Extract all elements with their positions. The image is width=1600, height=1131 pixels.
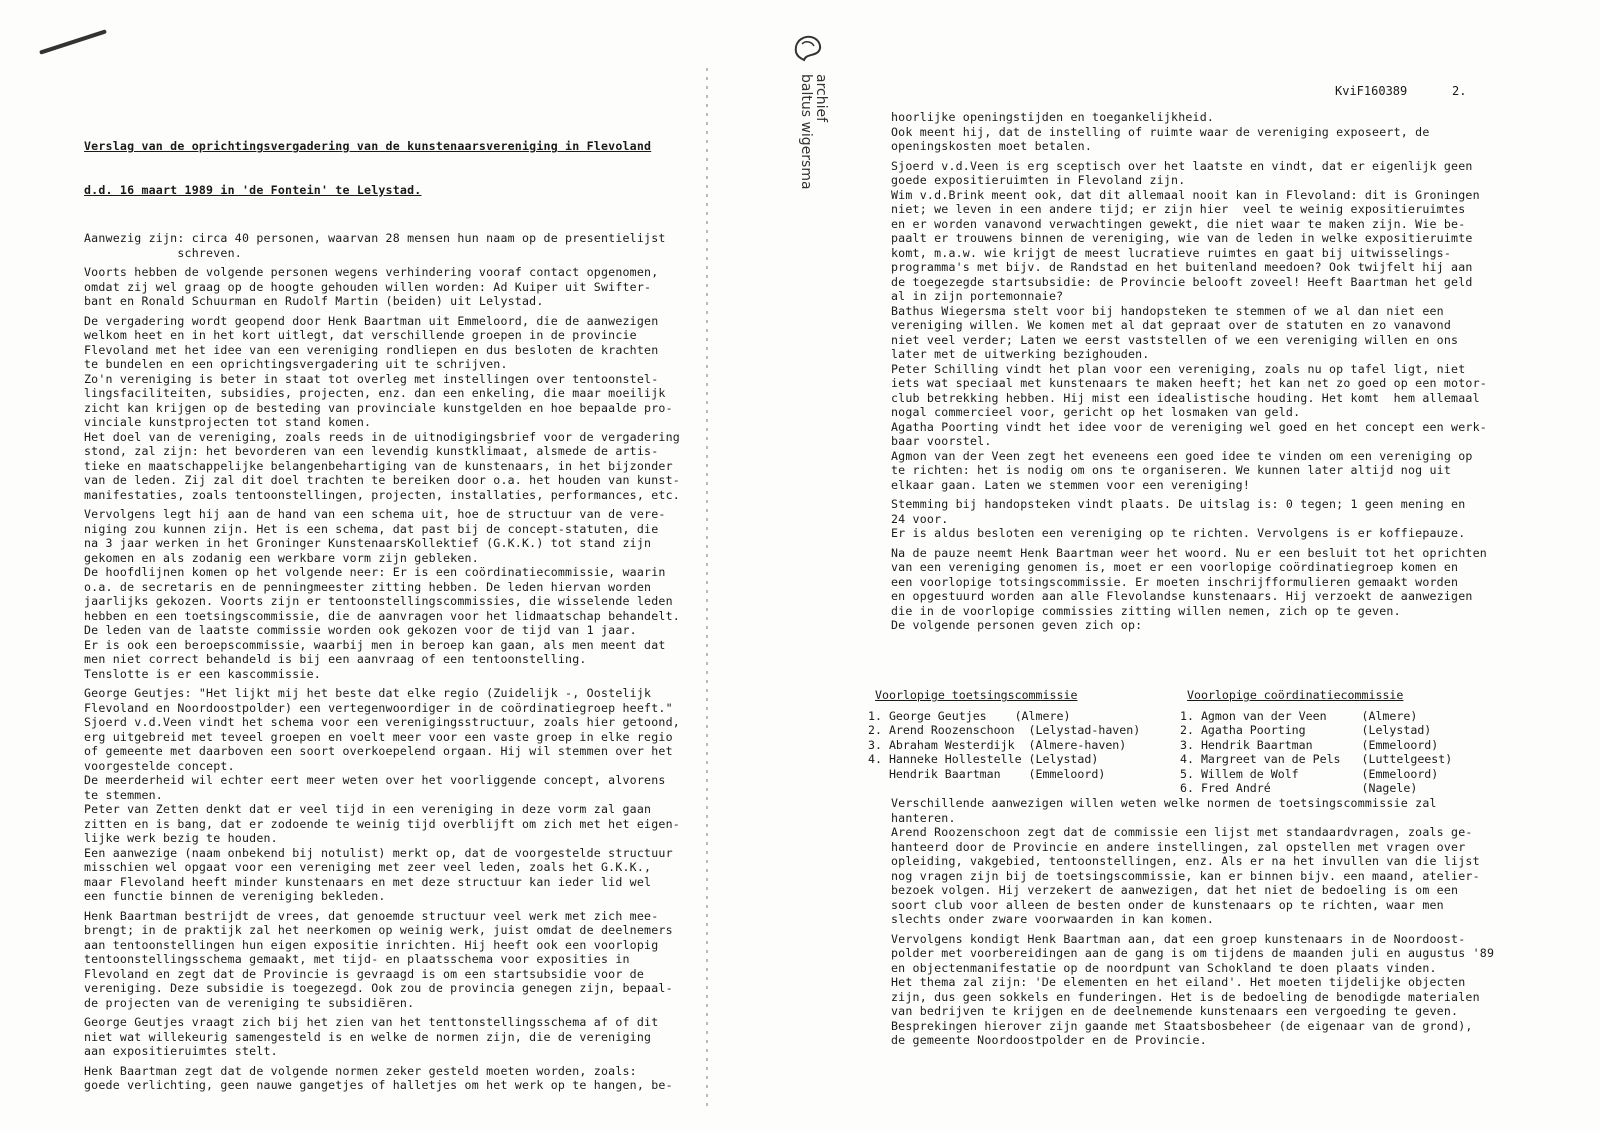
document-title	[84, 110, 684, 226]
text-line: Arend Roozenschoon zegt dat de commissie een lijst met standaardvragen, zoals ge-	[891, 825, 1473, 839]
text-line: niet wat willekeurig samengesteld is en welke de normen zijn, die de vereniging	[84, 1029, 652, 1044]
text-line: de gemeente Noordoostpolder en de Provincie.	[891, 1033, 1207, 1047]
text-line: Stemming bij handopsteken vindt plaats. De uitslag is: 0 tegen; 1 geen mening en	[891, 497, 1466, 511]
text-line: lingsfaciliteiten, subsidies, projecten, enz. dan een enkeling, die maar moeilijk	[84, 386, 666, 400]
right-body-after-table	[891, 796, 1495, 1053]
text-line: voorgestelde concept.	[84, 758, 235, 773]
text-line: baar voorstel.	[891, 434, 992, 448]
paragraph	[84, 686, 684, 904]
text-line: George Geutjes: "Het lijkt mij het beste dat elke regio (Zuidelijk -, Oostelijk	[84, 686, 652, 700]
text-line: manifestaties, zoals tentoonstellingen, projecten, installaties, performances, etc.	[84, 487, 680, 502]
text-line: bant en Ronald Schuurman en Rudolf Martin (beiden) uit Lelystad.	[84, 294, 544, 308]
text-line: en objectenmanifestatie op de noordpunt van Schokland te doen plaats vinden.	[891, 960, 1437, 975]
text-line: slechts onder zware voorwaarden in kan komen.	[891, 912, 1215, 926]
text-line: tentoonstellingsschema gemaakt, met tijd- en plaatsschema voor exposities in	[84, 952, 630, 966]
text-line: Na de pauze neemt Henk Baartman weer het woord. Nu er een besluit tot het oprichten	[891, 545, 1487, 560]
paragraph	[84, 265, 684, 309]
text-line: na 3 jaar werken in het Groninger KunstenaarsKollektief (G.K.K.) tot stand zijn	[84, 536, 652, 550]
text-line: nog vragen zijn bij de toetsingscommissie, kan er binnen bijv. een maand, atelier-	[891, 868, 1480, 883]
committee-member: 4. Hanneke Hollestelle (Lelystad)	[868, 752, 1099, 766]
text-line: Een aanwezige (naam onbekend bij notulist) merkt op, dat de voorgestelde structuur	[84, 845, 673, 860]
committee-member: 3. Abraham Westerdijk (Almere-haven)	[868, 737, 1127, 752]
text-line: aan tentoonstellingen hun eigen expositie inrichten. Hij heeft ook een voorlopig	[84, 937, 659, 952]
archive-logo	[790, 30, 826, 66]
archive-stamp	[798, 74, 828, 190]
text-line: De leden van de laatste commissie worden ook gekozen voor de tijd van 1 jaar.	[84, 623, 637, 637]
text-line: van bedrijven te krijgen en de deelnemende kunstenaars een vergoeding te geven.	[891, 1004, 1459, 1018]
text-line: niging zou kunnen zijn. Het is een schema, dat past bij de concept-statuten, die	[84, 521, 659, 536]
text-line: hanteerd door de Provincie en andere instellingen, zal opstellen met vragen over	[891, 839, 1466, 854]
committee-member: 3. Hendrik Baartman (Emmeloord)	[1180, 737, 1439, 752]
text-line: polder met voorbereidingen aan de gang is om tijdens de maanden juli en augustus '89	[891, 946, 1495, 960]
paragraph	[84, 1064, 684, 1093]
text-line: maar Flevoland heeft minder kunstenaars en met deze structuur kan ieder lid wel	[84, 874, 652, 889]
text-line: elkaar gaan. Laten we stemmen voor een vereniging!	[891, 477, 1251, 492]
text-line: tieke en maatschappelijke belangenbehartiging van de kunstenaars, in het bijzonder	[84, 458, 673, 473]
page-fold-line	[706, 68, 708, 1108]
text-line: erg uitgebreid met teveel groepen en voelt meer voor een vaste groep in elke regio	[84, 729, 673, 744]
text-line: aan expositieruimtes stelt.	[84, 1044, 278, 1058]
text-line: Peter Schilling vindt het plan voor een vereniging, zoals nu op tafel ligt, niet	[891, 361, 1466, 376]
toetsingscommissie-list	[868, 688, 1140, 781]
text-line: 24 voor.	[891, 511, 949, 526]
text-line: Peter van Zetten denkt dat er veel tijd in een vereniging in deze vorm zal gaan	[84, 802, 652, 816]
text-line: hebben en een toetsingscommissie, die de aanvragen voor het lidmaatschap behandelt.	[84, 608, 680, 623]
reference-code: KviF160389	[1335, 84, 1408, 98]
text-line: vereniging willen. We komen met al dat gepraat over de statuten en zo vanavond	[891, 318, 1452, 332]
text-line: jaarlijks gekozen. Voorts zijn er tentoonstellingscommissies, die wisselende leden	[84, 594, 673, 608]
text-line: openingskosten moet betalen.	[891, 139, 1093, 153]
text-line: van de leden. Zij zal dit doel trachten te bereiken door o.a. het houden van kunst-	[84, 473, 680, 487]
paragraph	[84, 1015, 684, 1059]
paragraph	[891, 110, 1491, 154]
committee-member: 6. Fred André (Nagele)	[1180, 781, 1418, 795]
committee-member: 5. Willem de Wolf (Emmeloord)	[1180, 766, 1439, 781]
text-line: Vervolgens legt hij aan de hand van een schema uit, hoe de structuur van de vere-	[84, 507, 666, 521]
paragraph	[891, 546, 1491, 633]
right-body	[891, 110, 1491, 633]
text-line: Henk Baartman zegt dat de volgende normen zeker gesteld moeten worden, zoals:	[84, 1063, 637, 1078]
text-line: Flevoland en zegt dat de Provincie is gevraagd is om een startsubsidie voor de	[84, 966, 645, 981]
text-line: vereniging. Deze subsidie is toegezegd. Ook zou de provincia genegen zijn, bepaal-	[84, 981, 673, 995]
text-line: soort club voor alleen de besten onder de kunstenaars op te richten, waar men	[891, 897, 1444, 912]
text-line: zijn, dus geen sokkels en funderingen. Het is de bedoeling de benodigde materialen	[891, 989, 1480, 1004]
text-line: zitten en is bang, dat er zodoende te weinig tijd overblijft om zich met het eigen-	[84, 816, 680, 831]
paragraph	[891, 159, 1491, 493]
coordinatiecommissie-list	[1180, 688, 1452, 796]
left-body	[84, 231, 684, 1093]
text-line: welkom heet en in het kort uitlegt, dat verschillende groepen in de provincie	[84, 328, 637, 342]
toetsingscommissie-heading: Voorlopige toetsingscommissie	[875, 688, 1078, 702]
pen-mark	[39, 29, 107, 54]
text-line: opleiding, vakgebied, tentoonstellingen, enz. Als er na het invullen van die lijst	[891, 854, 1480, 868]
text-line: Agmon van der Veen zegt het eveneens een goed idee te vinden om een vereniging op	[891, 448, 1473, 463]
coordinatiecommissie-heading: Voorlopige coördinatiecommissie	[1187, 688, 1404, 702]
text-line: men niet correct behandeld is bij een aanvraag of een tentoonstelling.	[84, 652, 587, 666]
text-line: Het thema zal zijn: 'De elementen en het eiland'. Het moeten tijdelijke objecten	[891, 975, 1466, 989]
committee-member: 2. Agatha Poorting (Lelystad)	[1180, 723, 1432, 737]
text-line: Tenslotte is er een kascommissie.	[84, 666, 321, 681]
committee-member: 4. Margreet van de Pels (Luttelgeest)	[1180, 752, 1453, 766]
text-line: De meerderheid wil echter eert meer weten over het voorliggende concept, alvorens	[84, 773, 666, 787]
text-line: bezoek volgen. Hij verzekert de aanwezigen, dat het niet de bedoeling is om een	[891, 883, 1459, 897]
title-line: d.d. 16 maart 1989 in 'de Fontein' te Lelystad.	[84, 182, 422, 197]
text-line: Sjoerd v.d.Veen vindt het schema voor een verenigingsstructuur, zoals hier getoond,	[84, 715, 680, 729]
committee-member: Hendrik Baartman (Emmeloord)	[868, 766, 1106, 781]
text-line: hoorlijke openingstijden en toegankelijkheid.	[891, 110, 1215, 124]
paragraph	[84, 507, 684, 681]
text-line: de projecten van de vereniging te subsidiëren.	[84, 995, 415, 1010]
paragraph	[891, 796, 1491, 927]
text-line: Aanwezig zijn: circa 40 personen, waarvan 28 mensen hun naam op de presentielijst	[84, 231, 666, 245]
left-page	[84, 110, 684, 1098]
text-line: stond, zal zijn: het bevorderen van een levendig kunstklimaat, alsmede de artis-	[84, 444, 659, 458]
stamp-line-1: archief	[813, 74, 829, 123]
text-line: brengt; in de praktijk zal het neerkomen op weinig werk, juist omdat de deelnemers	[84, 923, 673, 937]
text-line: omdat zij wel graag op de hoogte gehouden willen worden: Ad Kuiper uit Swifter-	[84, 279, 652, 294]
text-line: Het doel van de vereniging, zoals reeds in de uitnodigingsbrief voor de vergadering	[84, 429, 680, 444]
text-line: Er is ook een beroepscommissie, waarbij men in beroep kan gaan, als men meent dat	[84, 637, 666, 652]
text-line: de toegezegde startsubsidie: de Provincie belooft zoveel! Heeft Baartman het geld	[891, 274, 1473, 289]
text-line: De vergadering wordt geopend door Henk Baartman uit Emmeloord, die de aanwezigen	[84, 313, 659, 328]
paragraph	[891, 931, 1495, 1048]
text-line: Voorts hebben de volgende personen wegens verhindering vooraf contact opgenomen,	[84, 265, 659, 279]
committee-member: 2. Arend Roozenschoon (Lelystad-haven)	[868, 723, 1141, 737]
committee-member: 1. George Geutjes (Almere)	[868, 708, 1071, 723]
text-line: paalt er trouwens binnen de vereniging, wie van de leden in welke expositieruimte	[891, 231, 1473, 245]
text-line: niet; we leven in een andere tijd; er zijn hier veel te weinig expositieruimtes	[891, 202, 1466, 216]
text-line: programma's met bijv. de Randstad en het buitenland meedoen? Ook twijfelt hij aan	[891, 260, 1473, 274]
text-line: Agatha Poorting vindt het idee voor de vereniging wel goed en het concept een werk-	[891, 419, 1487, 434]
text-line: Vervolgens kondigt Henk Baartman aan, dat een groep kunstenaars in de Noordoost-	[891, 931, 1466, 946]
text-line: Ook meent hij, dat de instelling of ruimte waar de vereniging exposeert, de	[891, 124, 1430, 139]
text-line: Er is aldus besloten een vereniging op te richten. Vervolgens is er koffiepauze.	[891, 526, 1466, 540]
text-line: George Geutjes vraagt zich bij het zien van het tenttonstellingsschema af of dit	[84, 1015, 659, 1029]
text-line: Flevoland en Noordoostpolder) een vertegenwoordiger in de coördinatiegroep heeft."	[84, 700, 673, 715]
text-line: zicht kan krijgen op de besteding van provinciale kunstgelden en hoe bepaalde pro-	[84, 400, 673, 415]
title-line: Verslag van de oprichtingsvergadering van de kunstenaarsvereniging in Flevoland	[84, 139, 652, 153]
text-line: en opgestuurd worden aan alle Flevolandse kunstenaars. Hij verzoekt de aanwezigen	[891, 589, 1473, 603]
text-line: Zo'n vereniging is beter in staat tot overleg met instellingen over tentoonstel-	[84, 371, 659, 386]
text-line: te stemmen.	[84, 787, 163, 802]
text-line: vinciale kunstprojecten tot stand komen.	[84, 415, 372, 429]
text-line: te richten: het is nodig om ons te organiseren. We kunnen later altijd nog uit	[891, 463, 1452, 477]
paragraph	[84, 909, 684, 1011]
text-line: club betrekking hebben. Hij mist een idealistische houding. Het komt hem allemaal	[891, 390, 1480, 405]
text-line: al in zijn portemonnaie?	[891, 289, 1064, 303]
paragraph	[84, 231, 684, 260]
text-line: en er worden vanavond verwachtingen gewekt, die niet waar te maken zijn. Wie be-	[891, 216, 1466, 231]
text-line: iets wat speciaal met kunstenaars te maken heeft; het kan net zo goed op een motor-	[891, 376, 1487, 390]
stamp-line-2: baltus wigersma	[798, 74, 814, 190]
text-line: die in de voorlopige commissies zitting willen nemen, zich op te geven.	[891, 603, 1401, 618]
text-line: komt, m.a.w. wie krijgt de meest lucratieve ruimtes en gaat bij uitwisselings-	[891, 245, 1452, 260]
text-line: goede expositieruimten in Flevoland zijn.	[891, 173, 1186, 187]
right-page	[891, 110, 1491, 638]
text-line: De hoofdlijnen komen op het volgende neer: Er is een coördinatiecommissie, waarin	[84, 565, 666, 579]
text-line: schreven.	[84, 245, 242, 260]
text-line: Verschillende aanwezigen willen weten welke normen de toetsingscommissie zal	[891, 796, 1437, 810]
paragraph	[84, 314, 684, 503]
text-line: Henk Baartman bestrijdt de vrees, dat genoemde structuur veel werk met zich mee-	[84, 908, 659, 923]
text-line: Sjoerd v.d.Veen is erg sceptisch over het laatste en vindt, dat er eigenlijk geen	[891, 158, 1473, 173]
text-line: gekomen en als zodanig een werkbare vorm zijn gebleken.	[84, 550, 479, 565]
text-line: misschien wel opgaat voor een vereniging met zeer veel leden, zoals het G.K.K.,	[84, 860, 652, 874]
text-line: hanteren.	[891, 810, 956, 825]
text-line: een voorlopige totsingscommissie. Er moeten inschrijfformulieren gemaakt worden	[891, 574, 1459, 589]
text-line: van een vereniging genomen is, moet er een voorlopige coördinatiegroep komen en	[891, 560, 1459, 574]
text-line: te bundelen en een oprichtingsvergadering uit te schrijven.	[84, 357, 508, 371]
text-line: Wim v.d.Brink meent ook, dat dit allemaal nooit kan in Flevoland: dit is Groningen	[891, 187, 1480, 202]
text-line: nogal commercieel voor, gericht op het losmaken van geld.	[891, 405, 1301, 419]
text-line: Bathus Wiegersma stelt voor bij handopsteken te stemmen of we al dan niet een	[891, 303, 1444, 318]
text-line: een functie binnen de vereniging bekleden.	[84, 889, 386, 903]
page-number: 2.	[1452, 84, 1467, 98]
text-line: lijke werk bezig te houden.	[84, 831, 278, 845]
text-line: of gemeente met daarboven een soort overkoepelend orgaan. Hij wil stemmen over het	[84, 744, 673, 758]
committee-member: 1. Agmon van der Veen (Almere)	[1180, 708, 1418, 723]
text-line: Besprekingen hierover zijn gaande met Staatsbosbeheer (de eigenaar van de grond),	[891, 1018, 1473, 1033]
text-line: o.a. de secretaris en de penningmeester zitting hebben. De leden hiervan worden	[84, 579, 652, 594]
text-line: De volgende personen geven zich op:	[891, 618, 1143, 632]
text-line: niet veel verder; Laten we eerst vaststellen of we een vereniging willen en ons	[891, 332, 1459, 347]
text-line: later met de uitwerking bezighouden.	[891, 347, 1150, 361]
text-line: goede verlichting, geen nauwe gangetjes of halletjes om het werk op te hangen, be-	[84, 1078, 673, 1092]
paragraph	[891, 497, 1491, 541]
text-line: Flevoland met het idee van een vereniging rondliepen en dus besloten de krachten	[84, 342, 659, 357]
